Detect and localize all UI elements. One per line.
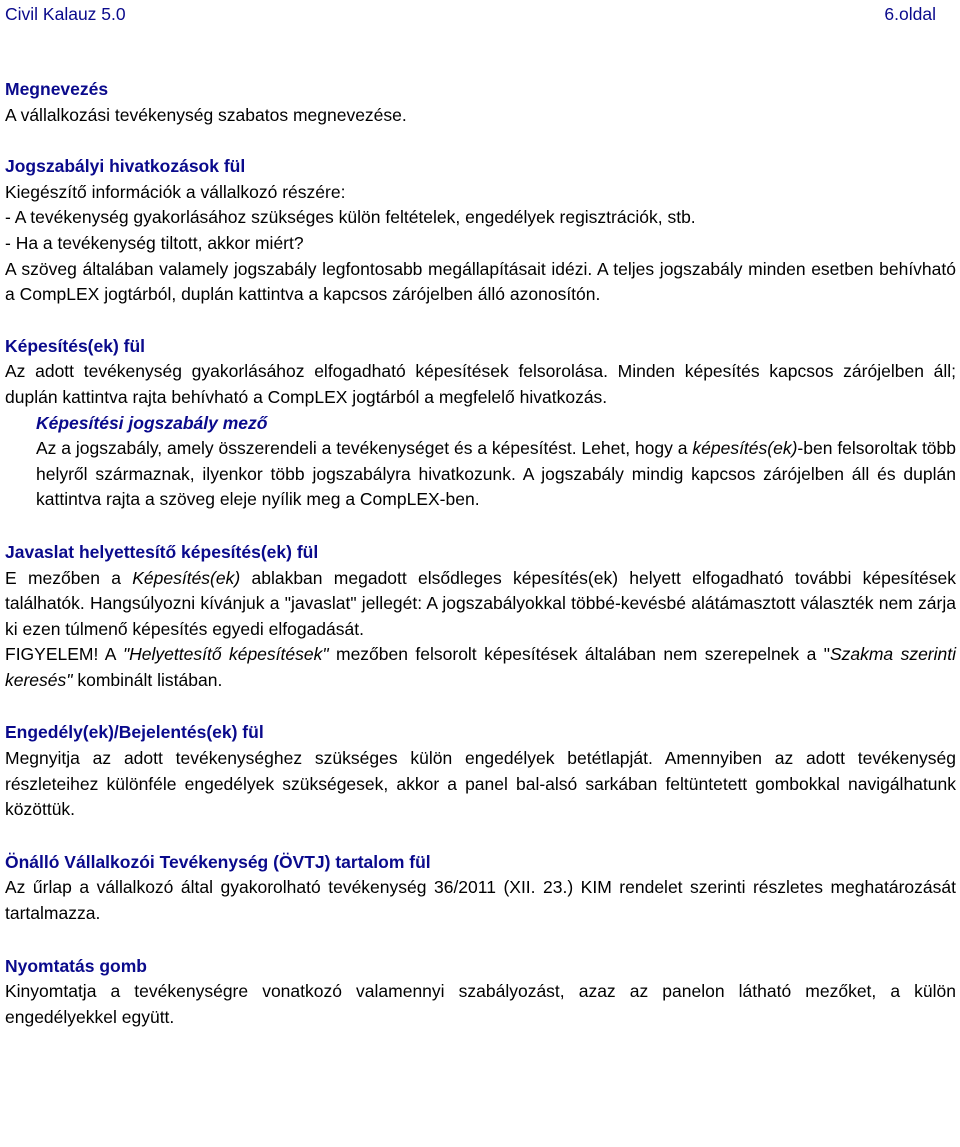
section-paragraph: Kinyomtatja a tevékenységre vonatkozó valamennyi szabályozást, azaz az panelon látható mezőket, a külön engedélyekkel együtt. bbox=[5, 981, 956, 1027]
section-jogszabalyi bbox=[5, 154, 956, 308]
text-run: mezőben felsorolt képesítések általában nem szerepelnek a " bbox=[328, 644, 830, 665]
section-text: A vállalkozási tevékenység szabatos megnevezése. bbox=[5, 104, 407, 125]
italic-run: Képesítés(ek) bbox=[132, 567, 241, 588]
section-kepesites bbox=[5, 334, 956, 411]
text-run: E mezőben a bbox=[5, 567, 133, 588]
section-paragraph: Az adott tevékenység gyakorlásához elfogadható képesítések felsorolása. Minden képesítés kapcsos zárójelben áll; duplán kattintva rajta behívható a CompLEX jogtárból a megfelelő hivatkozás. bbox=[5, 361, 956, 407]
header-page-number: 6.oldal bbox=[884, 4, 936, 24]
text-run: ablakban megadott elsődleges képesítés(ek) helyett elfogadható további képesítések találhatók. Hangsúlyozni kívánjuk a "javaslat" jellegét: A jogszabályokkal többé-kevésbé alátámasztott választék nem zárja ki ezen túlmenő képesítés egyedi elfogadását. bbox=[5, 567, 956, 639]
header-title: Civil Kalauz 5.0 bbox=[5, 4, 126, 24]
section-paragraph: A szöveg általában valamely jogszabály legfontosabb megállapításait idézi. A teljes jogszabály minden esetben behívható a CompLEX jogtárból, duplán kattintva a kapcsos zárójelben álló azonosítón. bbox=[5, 258, 956, 305]
section-nyomtatas bbox=[5, 954, 956, 1031]
italic-run: "Helyettesítő képesítések" bbox=[122, 644, 329, 665]
section-heading: Képesítési jogszabály mező bbox=[36, 412, 268, 433]
italic-run: Szakma szerinti keresés" bbox=[5, 644, 956, 690]
text-run: FIGYELEM! A bbox=[5, 644, 123, 665]
text-run: -ben felsoroltak több helyről származnak, ilyenkor több jogszabályra hivatkozunk. A jogszabály mindig kapcsos zárójelben áll és duplán kattintva rajta a szöveg eleje nyílik meg a CompLEX-ben. bbox=[36, 438, 956, 510]
section-paragraph: Az űrlap a vállalkozó által gyakorolható tevékenység 36/2011 (XII. 23.) KIM rendelet szerinti részletes meghatározását tartalmazza. bbox=[5, 877, 956, 924]
section-heading: Megnevezés bbox=[5, 79, 109, 99]
section-kepesitesi-jogszabaly bbox=[5, 411, 956, 513]
section-heading: Jogszabályi hivatkozások fül bbox=[5, 156, 246, 177]
section-paragraph bbox=[36, 436, 956, 513]
section-javaslat bbox=[5, 540, 956, 694]
section-heading: Engedély(ek)/Bejelentés(ek) fül bbox=[5, 722, 264, 743]
warning-paragraph bbox=[5, 642, 956, 693]
section-line: - Ha a tevékenység tiltott, akkor miért? bbox=[5, 232, 304, 253]
section-line: - A tevékenység gyakorlásához szükséges külön feltételek, engedélyek regisztrációk, stb. bbox=[5, 207, 696, 228]
section-heading: Javaslat helyettesítő képesítés(ek) fül bbox=[5, 541, 319, 562]
section-heading: Önálló Vállalkozói Tevékenység (ÖVTJ) tartalom fül bbox=[5, 851, 431, 872]
section-paragraph bbox=[5, 566, 956, 643]
section-paragraph: Megnyitja az adott tevékenységhez szükséges külön engedélyek betétlapját. Amennyiben az adott tevékenység részleteihez különféle engedélyek szükségesek, akkor a panel bal-alsó sarkában feltüntetett gombokkal navigálhatunk közöttük. bbox=[5, 748, 956, 820]
italic-run: képesítés(ek) bbox=[692, 438, 798, 459]
section-line: Kiegészítő információk a vállalkozó részére: bbox=[5, 181, 346, 202]
page-header bbox=[5, 0, 956, 27]
section-engedely bbox=[5, 720, 956, 822]
section-heading: Képesítés(ek) fül bbox=[5, 335, 146, 356]
section-heading: Nyomtatás gomb bbox=[5, 955, 147, 976]
text-run: Az a jogszabály, amely összerendeli a tevékenységet és a képesítést. Lehet, hogy a bbox=[36, 438, 693, 459]
text-run: kombinált listában. bbox=[72, 669, 223, 690]
section-megnevezes bbox=[5, 77, 956, 128]
section-ovtj bbox=[5, 850, 956, 927]
